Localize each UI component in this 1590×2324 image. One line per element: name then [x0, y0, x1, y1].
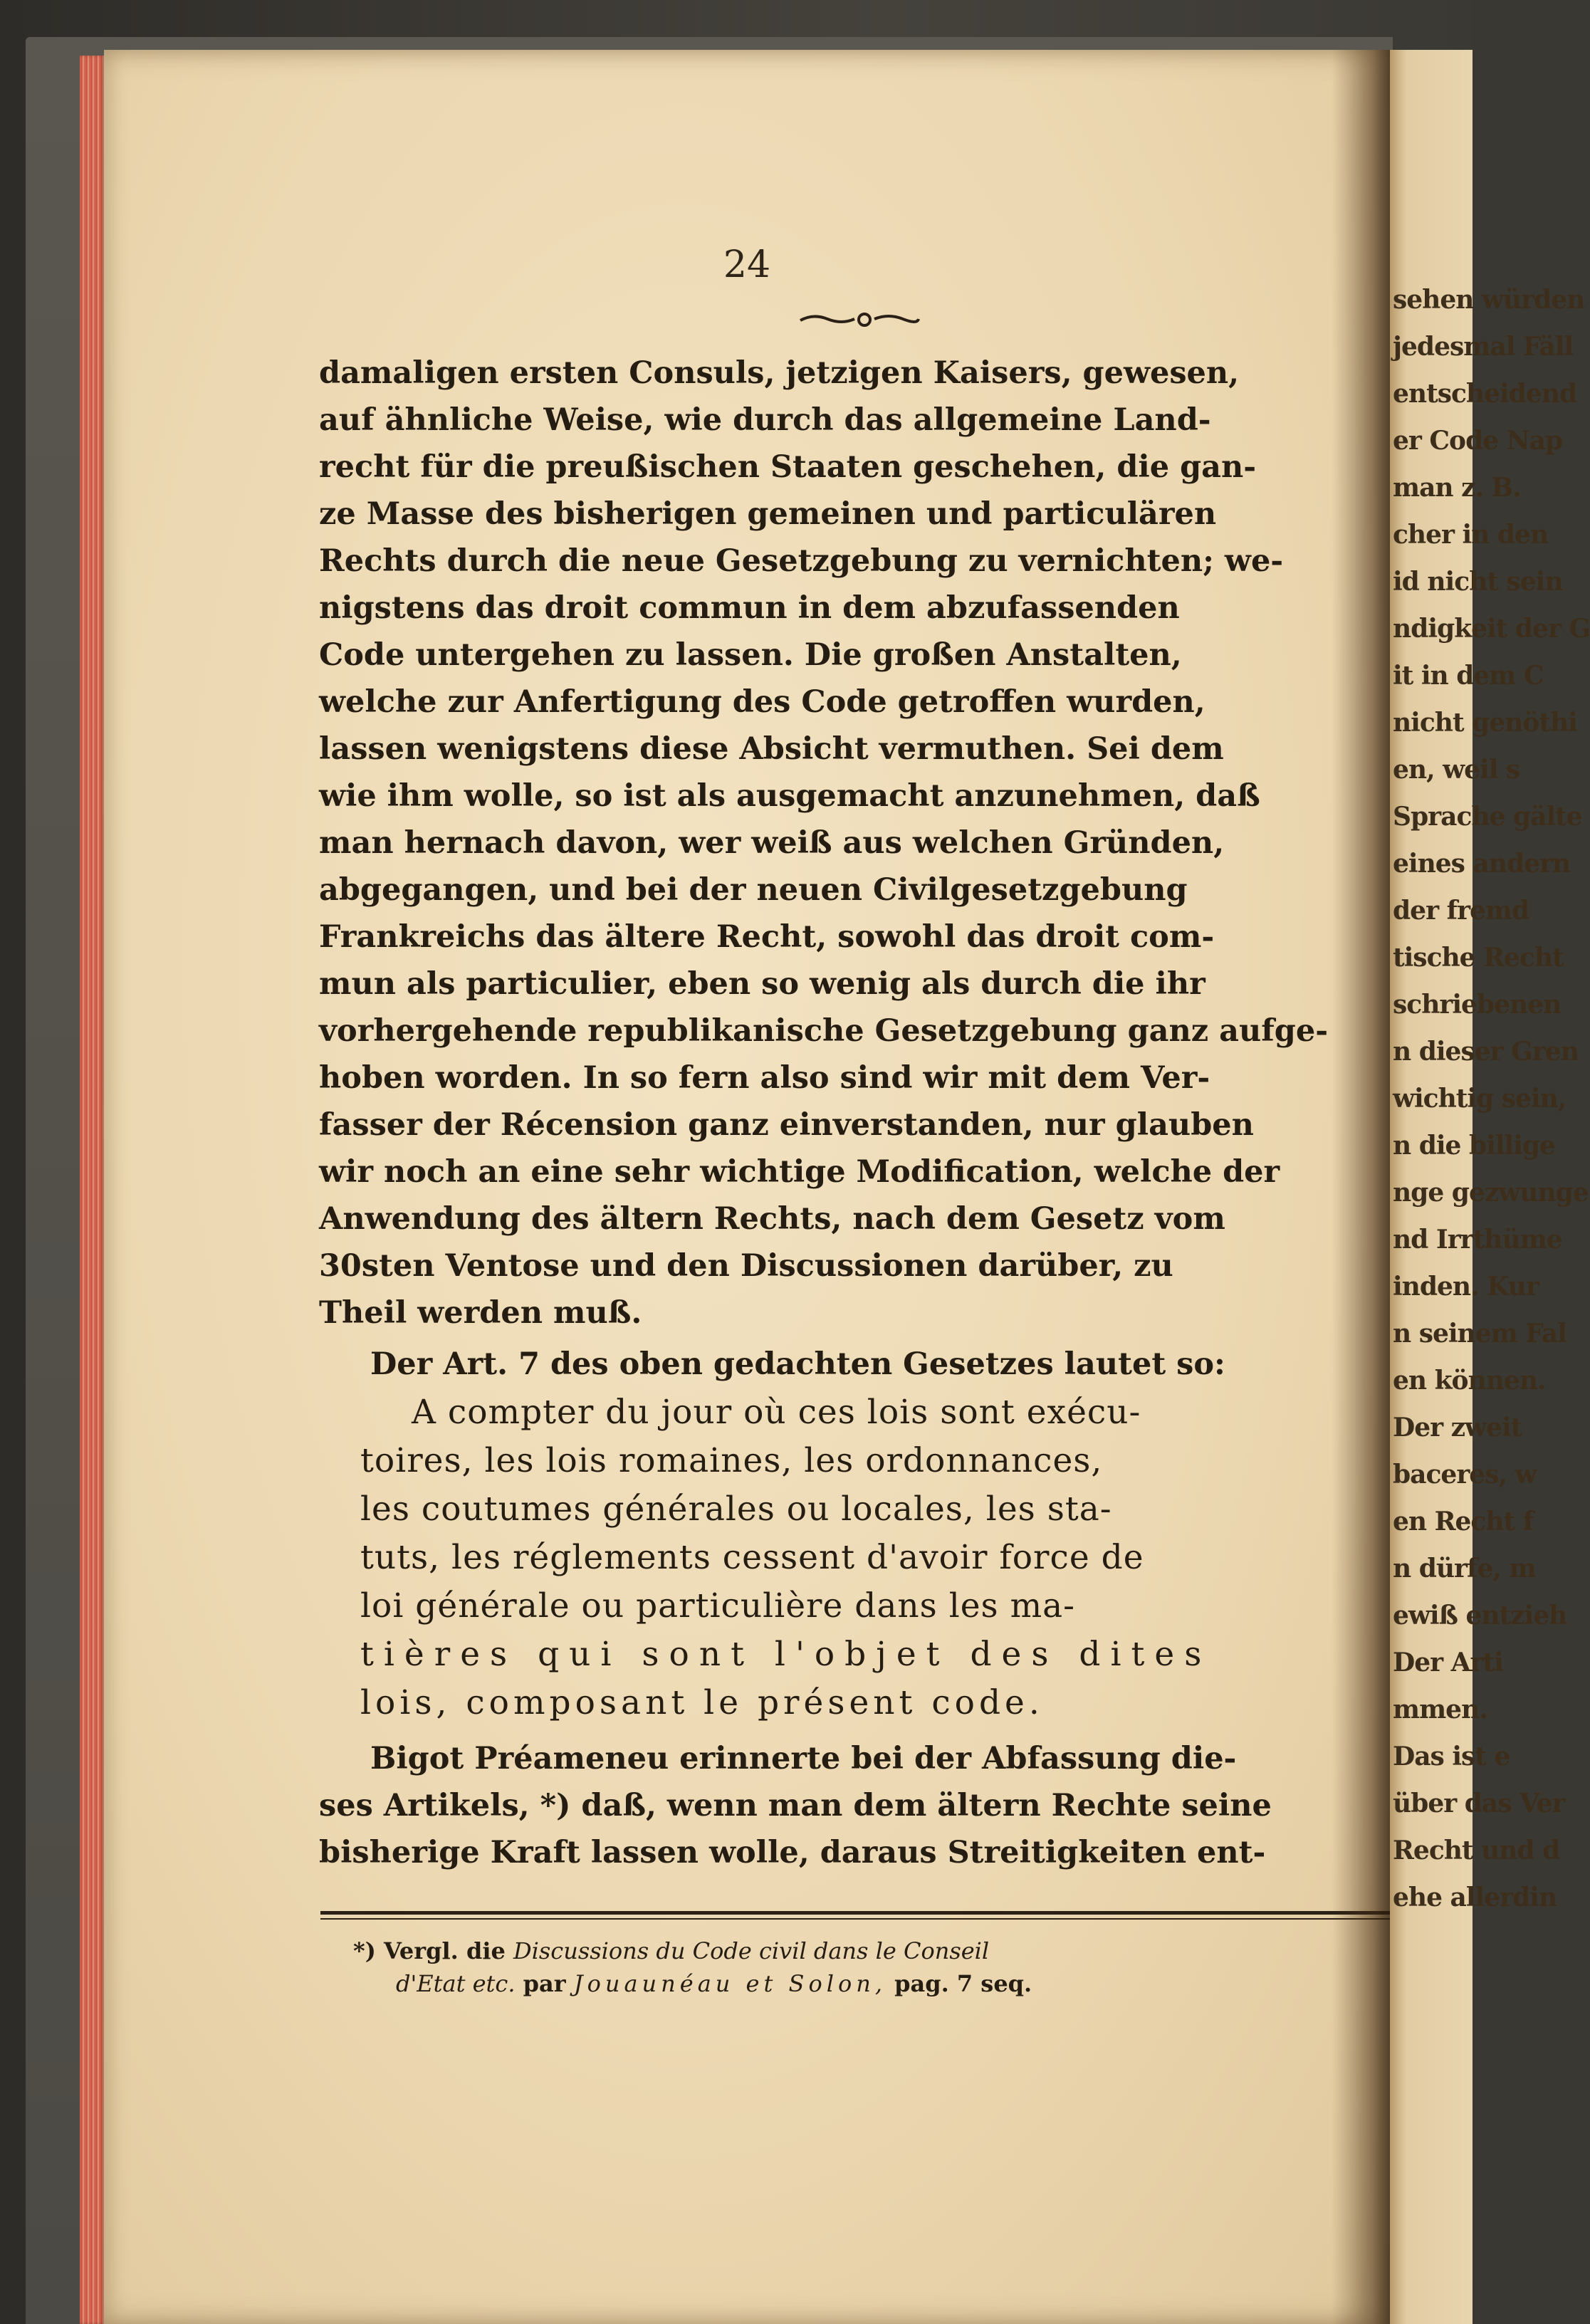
adjacent-page-fragment: id nicht sein	[1393, 567, 1563, 597]
adjacent-page-fragment: über das Ver	[1393, 1789, 1565, 1818]
adjacent-page-fragment: sehen würden	[1393, 285, 1585, 315]
page-number: 24	[723, 244, 771, 286]
adjacent-page-fragment: wichtig sein,	[1393, 1084, 1567, 1114]
footnote-rule-thin	[320, 1918, 1403, 1920]
body-line: lassen wenigstens diese Absicht vermuthen. Sei dem	[319, 731, 1224, 767]
adjacent-page-fragment: schriebenen	[1393, 990, 1562, 1020]
adjacent-page-fragment: nge gezwunge	[1393, 1178, 1589, 1208]
quote-line: tières qui sont l'objet des dites	[360, 1635, 1212, 1674]
quote-line: loi générale ou particulière dans les ma-	[360, 1586, 1076, 1626]
body-line: Theil werden muß.	[319, 1295, 642, 1331]
adjacent-page-fragment: inden. Kur	[1393, 1272, 1539, 1302]
adjacent-page-fragment: en können.	[1393, 1366, 1546, 1396]
adjacent-page-fragment: ndigkeit der G	[1393, 614, 1590, 644]
body-line: ze Masse des bisherigen gemeinen und particulären	[319, 496, 1217, 532]
footnote-line-2	[396, 1968, 1032, 1999]
body-line: abgegangen, und bei der neuen Civilgesetzgebung	[319, 872, 1188, 908]
quote-line: toires, les lois romaines, les ordonnances,	[360, 1441, 1103, 1480]
body-line: fasser der Récension ganz einverstanden, nur glauben	[319, 1107, 1254, 1143]
footnote-rule	[320, 1911, 1403, 1915]
adjacent-page-fragment: Recht und d	[1393, 1836, 1560, 1865]
quote-line: tuts, les réglements cessent d'avoir force de	[360, 1538, 1144, 1577]
adjacent-page-fragment: Das ist e	[1393, 1742, 1510, 1771]
adjacent-page-fragment: nicht genöthi	[1393, 708, 1577, 738]
quote-line: A compter du jour où ces lois sont exécu-	[412, 1393, 1141, 1432]
adjacent-page-fragment: mmen.	[1393, 1695, 1487, 1724]
body-line: auf ähnliche Weise, wie durch das allgemeine Land-	[319, 402, 1211, 438]
body-line: Der Art. 7 des oben gedachten Gesetzes lautet so:	[370, 1346, 1225, 1382]
body-line: mun als particulier, eben so wenig als durch die ihr	[319, 966, 1205, 1002]
adjacent-page-fragment: eines andern	[1393, 849, 1571, 879]
adjacent-page-fragment: n seinem Fal	[1393, 1319, 1567, 1349]
adjacent-page-fragment: baceres, w	[1393, 1460, 1537, 1490]
footnote-page-ref: pag. 7 seq.	[894, 1970, 1032, 1997]
footnote-line-1	[353, 1935, 989, 1967]
footnote-authors: Jouaunéau et Solon,	[573, 1970, 886, 1997]
adjacent-page-fragment: n dieser Gren	[1393, 1037, 1579, 1067]
body-line: ses Artikels, *) daß, wenn man dem ältern Rechte seine	[319, 1788, 1272, 1823]
body-line: man hernach davon, wer weiß aus welchen Gründen,	[319, 825, 1225, 861]
red-page-edge	[80, 56, 104, 2324]
body-line: damaligen ersten Consuls, jetzigen Kaisers, gewesen,	[319, 355, 1240, 391]
quote-line: les coutumes générales ou locales, les sta-	[360, 1490, 1112, 1529]
body-line: Frankreichs das ältere Recht, sowohl das droit com-	[319, 919, 1215, 955]
adjacent-page-fragment: en Recht f	[1393, 1507, 1534, 1537]
adjacent-page-fragment: man z. B.	[1393, 473, 1521, 503]
adjacent-page-fragment: Der Arti	[1393, 1648, 1503, 1677]
tilde-ornament-icon	[799, 309, 920, 330]
adjacent-page-sliver	[1390, 50, 1590, 2324]
body-line: Bigot Préameneu erinnerte bei der Abfassung die-	[370, 1741, 1237, 1776]
adjacent-page-fragment: jedesmal Fäll	[1393, 332, 1574, 362]
body-line: nigstens das droit commun in dem abzufassenden	[319, 590, 1180, 626]
body-line: bisherige Kraft lassen wolle, daraus Streitigkeiten ent-	[319, 1835, 1266, 1870]
spine-shadow	[1332, 50, 1390, 2324]
adjacent-page-fragment: er Code Nap	[1393, 426, 1563, 456]
body-line: Code untergehen zu lassen. Die großen Anstalten,	[319, 637, 1182, 673]
adjacent-page-fragment: n dürfe, m	[1393, 1554, 1536, 1584]
adjacent-page-fragment: nd Irrthüme	[1393, 1225, 1562, 1255]
adjacent-page-fragment: cher in den	[1393, 520, 1549, 550]
body-line: recht für die preußischen Staaten geschehen, die gan-	[319, 449, 1257, 485]
body-line: hoben worden. In so fern also sind wir mit dem Ver-	[319, 1060, 1210, 1096]
body-line: wir noch an eine sehr wichtige Modification, welche der	[319, 1154, 1280, 1190]
footnote-marker: *)	[353, 1937, 376, 1964]
adjacent-page-fragment: it in dem C	[1393, 661, 1544, 691]
quote-line: lois, composant le présent code.	[360, 1683, 1044, 1722]
adjacent-page-fragment: ehe allerdin	[1393, 1883, 1557, 1912]
book-page	[104, 50, 1390, 2324]
body-line: welche zur Anfertigung des Code getroffen wurden,	[319, 684, 1205, 720]
adjacent-page-fragment: n die billige	[1393, 1131, 1555, 1161]
body-line: vorhergehende republikanische Gesetzgebung ganz aufge-	[319, 1013, 1329, 1049]
adjacent-page-fragment: tische Recht	[1393, 943, 1564, 973]
adjacent-page-fragment: en, weil s	[1393, 755, 1520, 785]
adjacent-page-fragment: ewiß entzieh	[1393, 1601, 1567, 1631]
body-line: 30sten Ventose und den Discussionen darüber, zu	[319, 1248, 1173, 1284]
adjacent-page-fragment: Sprache gälte	[1393, 802, 1582, 832]
adjacent-page-fragment: entscheidend	[1393, 379, 1577, 409]
adjacent-page-fragment: Der zweit	[1393, 1413, 1522, 1443]
adjacent-page-fragment: der fremd	[1393, 896, 1529, 926]
body-line: Anwendung des ältern Rechts, nach dem Gesetz vom	[319, 1201, 1225, 1237]
body-line: wie ihm wolle, so ist als ausgemacht anzunehmen, daß	[319, 778, 1260, 814]
footnote-par: par	[523, 1970, 566, 1997]
footnote-etat: d'Etat etc.	[396, 1970, 516, 1997]
body-line: Rechts durch die neue Gesetzgebung zu vernichten; we-	[319, 543, 1284, 579]
footnote-lead: Vergl. die	[384, 1937, 506, 1964]
footnote-title: Discussions du Code civil dans le Conseil	[513, 1937, 990, 1964]
